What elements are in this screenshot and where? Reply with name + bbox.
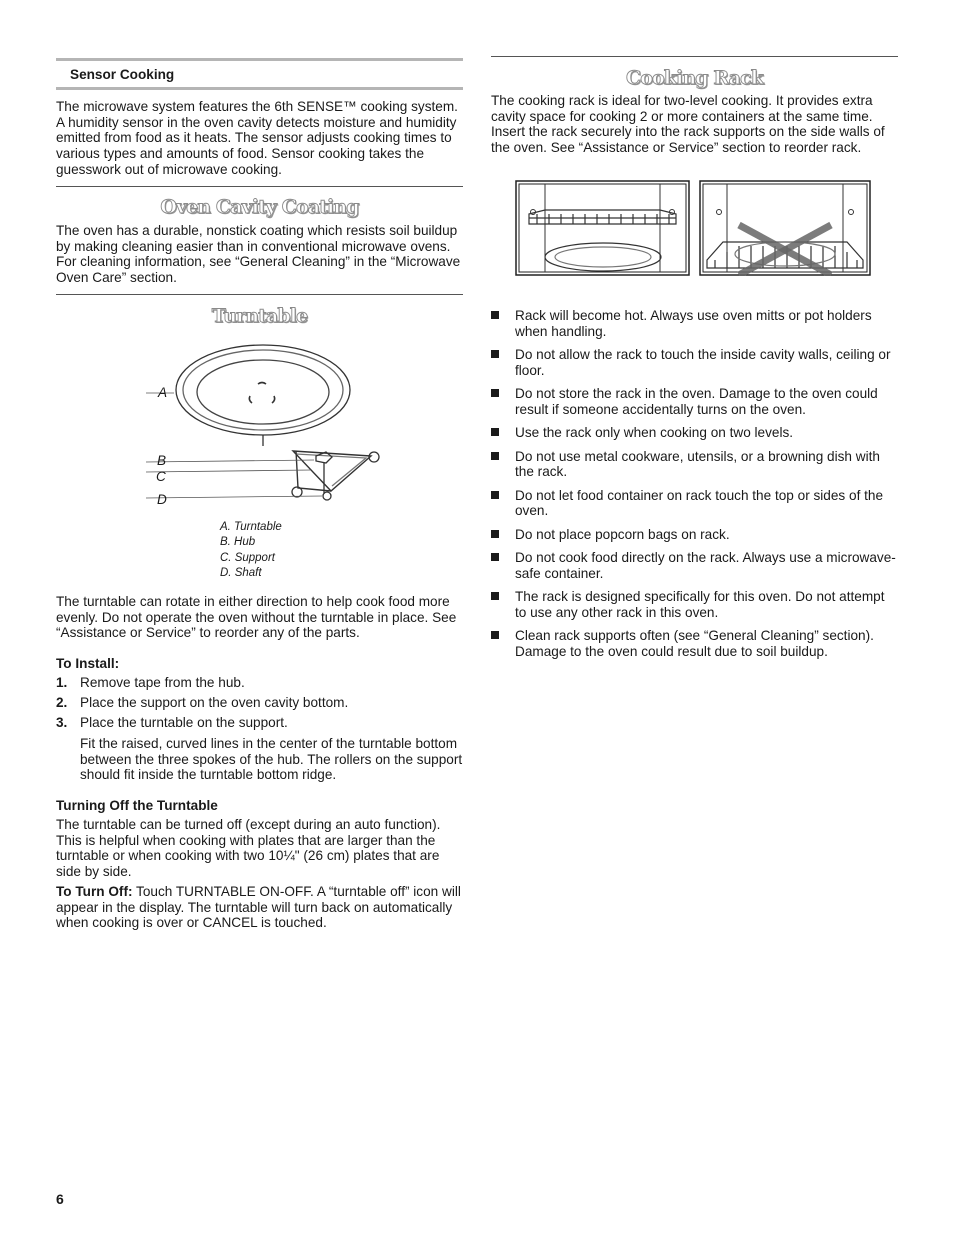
sensor-cooking-heading: Sensor Cooking [70, 67, 175, 82]
install-heading: To Install: [56, 656, 120, 671]
diagram-legend [220, 520, 282, 582]
cooking-rack-text: The cooking rack is ideal for two-level cooking. It provides extra cavity space for cooking 2 or more containers at the same time. Insert the rack securely into the rack supports on the side walls of the oven. See “Assistance or Service” section to reorder rack. [491, 93, 885, 156]
cooking-rack-title: Cooking Rack [625, 67, 764, 89]
list-item: Do not store the rack in the oven. Damage to the oven could result if someone accidentally turns on the oven. [491, 386, 898, 417]
turntable-text: The turntable can rotate in either direction to help cook food more evenly. Do not operate the oven without the turntable in place. See “Assistance or Service” to reorder any of the parts. [56, 594, 457, 641]
oven-cavity-coating-text: The oven has a durable, nonstick coating which resists soil buildup by making cleaning easier than in conventional microwave ovens. For cleaning information, see “General Cleaning” in the “Microwave Oven Care” section. [56, 223, 461, 286]
list-item: Use the rack only when cooking on two levels. [491, 425, 898, 441]
page-number: 6 [56, 1191, 64, 1207]
list-item: Do not use metal cookware, utensils, or a browning dish with the rack. [491, 449, 898, 480]
install-steps [56, 675, 463, 736]
list-item: Rack will become hot. Always use oven mitts or pot holders when handling. [491, 308, 898, 339]
list-item: Clean rack supports often (see “General Cleaning” section). Damage to the oven could result due to soil buildup. [491, 628, 898, 659]
legend-item: C. Support [220, 551, 275, 564]
turn-off-heading: Turning Off the Turntable [56, 798, 218, 813]
rack-incorrect-illustration [699, 180, 871, 276]
turn-off-text: The turntable can be turned off (except during an auto function). This is helpful when cooking with plates that are larger than the turntable or when cooking with two 10¼" (26 cm) plates that are side by side. [56, 817, 441, 880]
legend-item: B. Hub [220, 536, 256, 549]
list-item: Do not place popcorn bags on rack. [491, 527, 898, 543]
rack-correct-illustration [515, 180, 690, 276]
sensor-cooking-text: The microwave system features the 6th SENSE™ cooking system. A humidity sensor in the oven cavity detects moisture and humidity emitted from food as it heats. The sensor adjusts cooking times to various types and amounts of food. Sensor cooking takes the guesswork out of microwave cooking. [56, 99, 458, 177]
section-divider [56, 294, 463, 295]
sensor-cooking-header [56, 58, 463, 90]
list-item: Do not allow the rack to touch the inside cavity walls, ceiling or floor. [491, 347, 898, 378]
callout-b: B [157, 453, 167, 468]
list-item: Do not cook food directly on the rack. Always use a microwave-safe container. [491, 550, 898, 581]
legend-item: D. Shaft [220, 567, 262, 580]
install-step: 3. Place the turntable on the support. [56, 715, 288, 731]
oven-cavity-coating-title: Oven Cavity Coating [160, 196, 359, 218]
section-divider [56, 186, 463, 187]
turn-off-label: To Turn Off: [56, 884, 133, 899]
list-item: The rack is designed specifically for this oven. Do not attempt to use any other rack in this oven. [491, 589, 898, 620]
rack-safety-list [491, 308, 898, 668]
turn-off-instructions: To Turn Off: Touch TURNTABLE ON-OFF. A “turntable off” icon will appear in the display. The turntable will turn back on automatically when cooking is over or CANCEL is touched. [56, 884, 461, 931]
turntable-diagram [146, 336, 426, 516]
legend-item: A. Turntable [220, 521, 282, 533]
support-roller [292, 487, 302, 497]
install-step: 2. Place the support on the oven cavity bottom. [56, 695, 349, 711]
callout-c: C [156, 469, 166, 484]
install-step: 1. Remove tape from the hub. [56, 675, 245, 690]
section-divider [491, 56, 898, 57]
install-note: Fit the raised, curved lines in the center of the turntable bottom between the three spokes of the hub. The rollers on the support should fit inside the turntable bottom ridge. [80, 736, 463, 783]
list-item: Do not let food container on rack touch the top or sides of the oven. [491, 488, 898, 519]
turntable-title: Turntable [211, 305, 308, 327]
callout-d: D [157, 492, 167, 507]
callout-a: A [158, 385, 168, 400]
turntable-plate [176, 345, 350, 435]
